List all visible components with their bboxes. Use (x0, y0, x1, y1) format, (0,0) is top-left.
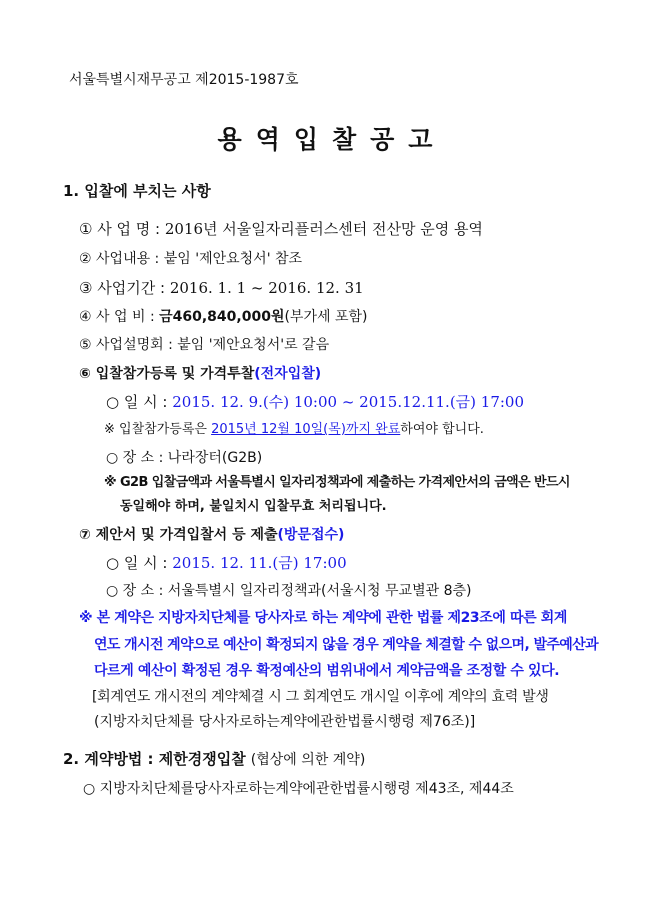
item-project-content (79, 252, 302, 266)
submission-place-row (106, 584, 471, 598)
contract-method: 2. 계약방법 : 제한경쟁입찰 (63, 750, 246, 768)
item-label: 사업설명회 : (96, 337, 173, 353)
project-name-value: 2016년 서울일자리플러스센터 전산망 운영 용역 (164, 220, 483, 238)
price-warning-line-2: 동일해야 하며, 불일치시 입찰무효 처리됩니다. (120, 499, 387, 514)
bullet: ○ (106, 583, 119, 599)
item-label: 사업기간 : (97, 279, 166, 297)
notice-number: 서울특별시재무공고 제2015-1987호 (69, 72, 299, 88)
submission-place-value: 서울특별시 일자리정책과(서울시청 무교별관 8층) (167, 583, 472, 599)
item-label: 입찰참가등록 및 가격투찰 (95, 366, 255, 382)
registration-note (104, 423, 484, 436)
note-prefix: ※ 입찰참가등록은 (104, 422, 212, 437)
bullet: ○ (106, 450, 119, 466)
registration-date-row (106, 395, 524, 410)
bullet: ○ (106, 393, 120, 411)
caution-line-1: ※ 본 계약은 지방자치단체를 당사자로 하는 계약에 관한 법률 제23조에 따른 회계 (79, 610, 567, 626)
item-marker: ④ (79, 309, 92, 325)
registration-deadline: 2015년 12월 10일(목)까지 완료 (211, 422, 401, 437)
bullet: ○ (83, 781, 96, 797)
registration-place-value: 나라장터(G2B) (167, 450, 263, 466)
budget-amount: 금460,840,000원 (159, 309, 285, 325)
registration-date-value: 2015. 12. 9.(수) 10:00 ~ 2015.12.11.(금) 17:00 (172, 393, 525, 411)
project-period-value: 2016. 1. 1 ~ 2016. 12. 31 (169, 279, 364, 297)
price-warning-line-1: ※ G2B 입찰금액과 서울특별시 일자리정책과에 제출하는 가격제안서의 금액은 반드시 (104, 475, 570, 490)
place-label: 장 소 : (122, 583, 164, 599)
registration-place-row (106, 451, 262, 465)
section-1-heading: 1. 입찰에 부치는 사항 (63, 182, 211, 200)
budget-vat-note: (부가세 포함) (284, 309, 368, 325)
page-title: 용역입찰공고 (217, 125, 447, 154)
submission-date-row (106, 556, 347, 571)
caution-line-3: 다르게 예산이 확정된 경우 확정예산의 범위내에서 계약금액을 조정할 수 있다. (94, 663, 560, 679)
item-briefing (79, 338, 329, 352)
bullet: ○ (106, 554, 120, 572)
caution-line-4: [회계연도 개시전의 계약체결 시 그 회계연도 개시일 이후에 계약의 효력 발생 (92, 689, 549, 705)
contract-method-note: (협상에 의한 계약) (250, 752, 366, 768)
contract-basis-row (83, 782, 514, 796)
item-marker: ⑤ (79, 337, 92, 353)
item-marker: ⑥ (79, 366, 91, 382)
date-label: 일 시 : (123, 393, 168, 411)
contract-basis: 지방자치단체를당사자로하는계약에관한법률시행령 제43조, 제44조 (99, 781, 514, 797)
item-marker: ⑦ (79, 527, 91, 543)
submission-date-value: 2015. 12. 11.(금) 17:00 (172, 554, 347, 572)
item-registration (79, 367, 321, 381)
item-project-period (79, 281, 364, 296)
electronic-bid-tag: (전자입찰) (254, 366, 322, 382)
item-label: 제안서 및 가격입찰서 등 제출 (95, 527, 278, 543)
visit-submission-tag: (방문접수) (277, 527, 345, 543)
date-label: 일 시 : (123, 554, 168, 572)
item-label: 사 업 명 : (97, 220, 161, 238)
item-marker: ③ (79, 279, 93, 297)
item-marker: ② (79, 251, 92, 267)
caution-line-2: 연도 개시전 계약으로 예산이 확정되지 않을 경우 계약을 체결할 수 없으며, 발주예산과 (94, 637, 599, 653)
item-marker: ① (79, 220, 93, 238)
item-project-budget (79, 310, 367, 324)
section-2-heading (63, 751, 365, 767)
note-suffix: 하여야 합니다. (400, 422, 484, 437)
item-label: 사 업 비 : (96, 309, 155, 325)
place-label: 장 소 : (122, 450, 164, 466)
item-project-name (79, 222, 483, 237)
item-submission (79, 528, 344, 542)
project-content-value: 붙임 '제안요청서' 참조 (163, 251, 303, 267)
briefing-value: 붙임 '제안요청서'로 갈음 (177, 337, 330, 353)
item-label: 사업내용 : (96, 251, 160, 267)
caution-line-5: (지방자치단체를 당사자로하는계약에관한법률시행령 제76조)] (94, 714, 476, 730)
